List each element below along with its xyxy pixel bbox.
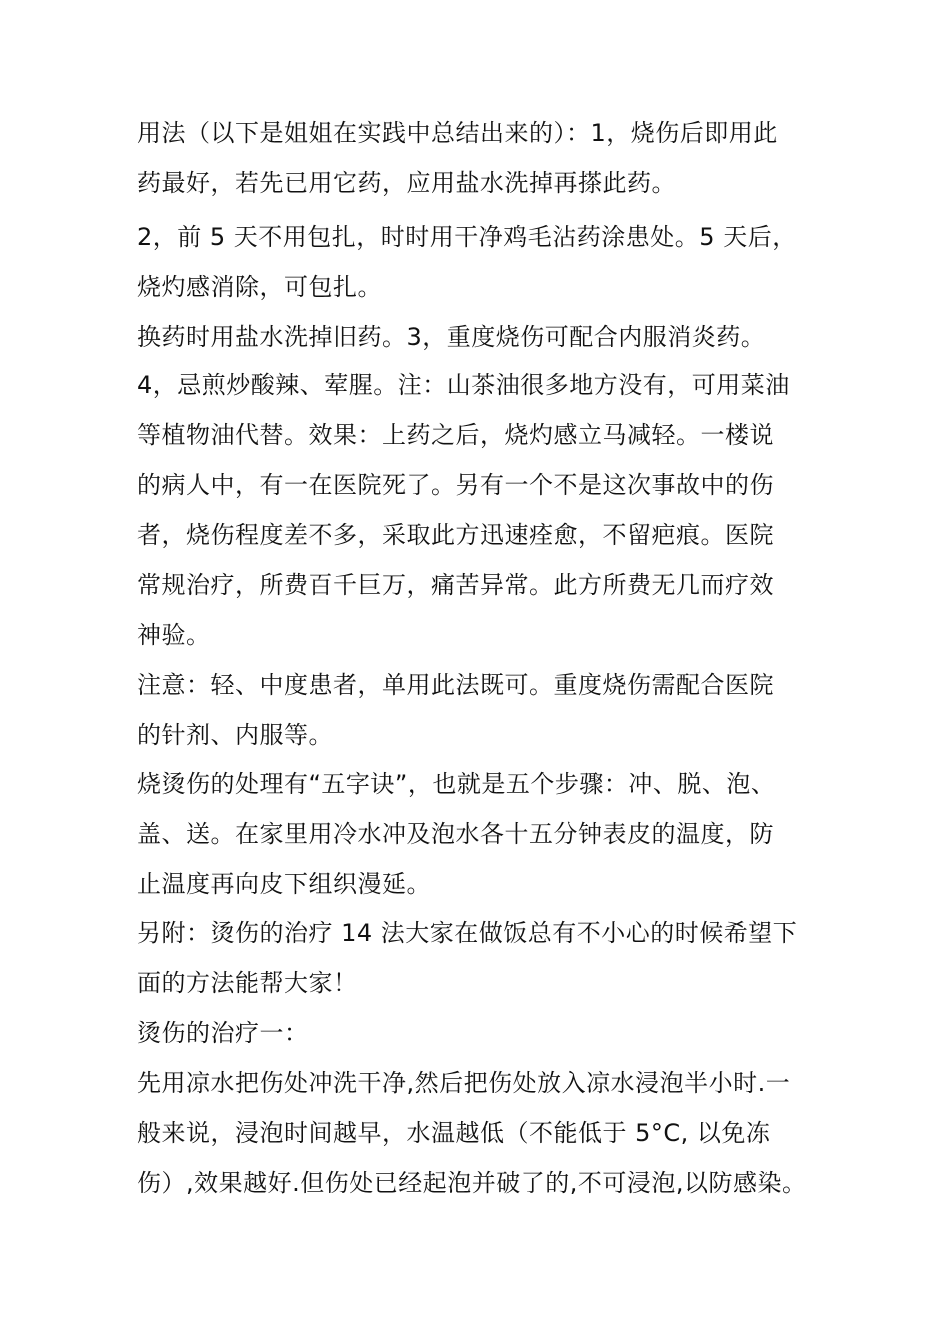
text-line: 等植物油代替。效果：上药之后，烧灼感立马减轻。一楼说 <box>137 421 774 449</box>
text-line: 般来说，浸泡时间越早，水温越低（不能低于 5°C, 以免冻 <box>137 1119 771 1147</box>
text-line: 的病人中，有一在医院死了。另有一个不是这次事故中的伤 <box>137 471 774 499</box>
text-line: 烧烫伤的处理有“五字诀”，也就是五个步骤：冲、脱、泡、 <box>137 770 776 798</box>
text-line: 2，前 5 天不用包扎，时时用干净鸡毛沾药涂患处。5 天后， <box>137 223 797 251</box>
text-line: 面的方法能帮大家！ <box>137 969 358 997</box>
text-line: 换药时用盐水洗掉旧药。3，重度烧伤可配合内服消炎药。 <box>137 323 766 351</box>
text-line: 另附：烫伤的治疗 14 法大家在做饭总有不小心的时候希望下 <box>137 919 798 947</box>
text-line: 烧灼感消除，可包扎。 <box>137 273 382 301</box>
text-line: 神验。 <box>137 621 211 649</box>
text-line: 4，忌煎炒酸辣、荤腥。注：山茶油很多地方没有，可用菜油 <box>137 371 790 399</box>
text-line: 者，烧伤程度差不多，采取此方迅速痊愈，不留疤痕。医院 <box>137 521 774 549</box>
text-line: 注意：轻、中度患者，单用此法既可。重度烧伤需配合医院 <box>137 671 774 699</box>
text-line: 烫伤的治疗一： <box>137 1019 309 1047</box>
text-line: 盖、送。在家里用冷水冲及泡水各十五分钟表皮的温度，防 <box>137 820 774 848</box>
text-line: 先用凉水把伤处冲洗干净,然后把伤处放入凉水浸泡半小时.一 <box>137 1069 791 1097</box>
text-line: 药最好，若先已用它药，应用盐水洗掉再搽此药。 <box>137 169 676 197</box>
text-line: 用法（以下是姐姐在实践中总结出来的）：1，烧伤后即用此 <box>137 119 778 147</box>
text-line: 止温度再向皮下组织漫延。 <box>137 870 431 898</box>
text-line: 伤）,效果越好.但伤处已经起泡并破了的,不可浸泡,以防感染。 <box>137 1169 807 1197</box>
text-line: 的针剂、内服等。 <box>137 721 333 749</box>
text-line: 常规治疗，所费百千巨万，痛苦异常。此方所费无几而疗效 <box>137 571 774 599</box>
